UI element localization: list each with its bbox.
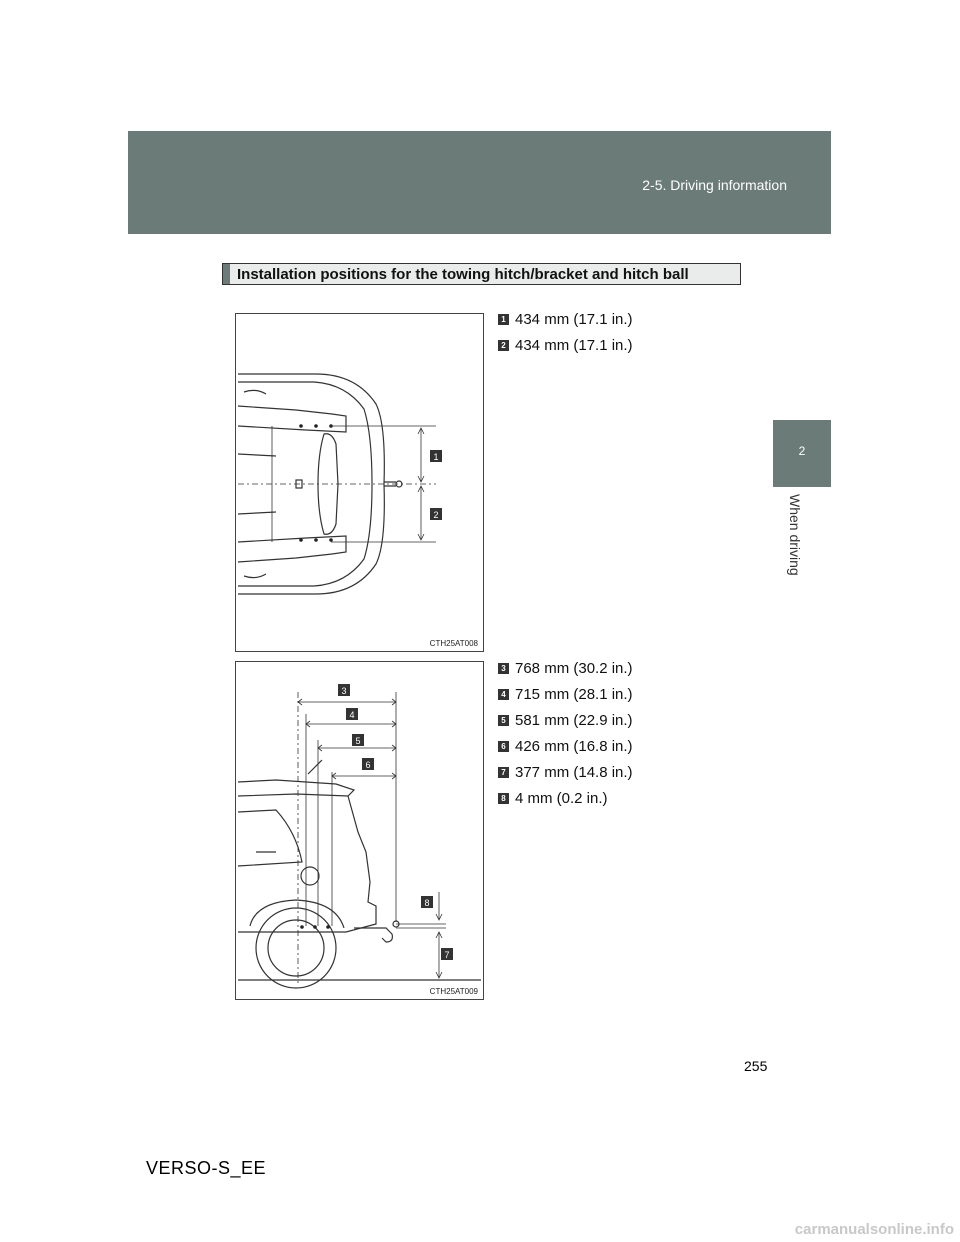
figure2-marker-5 bbox=[352, 734, 364, 746]
item-number-badge: 2 bbox=[498, 340, 509, 351]
list-item bbox=[498, 306, 633, 332]
heading-accent-bar bbox=[223, 264, 230, 284]
svg-text:1: 1 bbox=[433, 452, 439, 462]
item-text: 4 mm (0.2 in.) bbox=[515, 789, 608, 807]
item-text: 581 mm (22.9 in.) bbox=[515, 711, 633, 729]
item-number-badge: 8 bbox=[498, 793, 509, 804]
list-item bbox=[498, 332, 633, 358]
top-view-illustration bbox=[236, 314, 483, 651]
svg-text:3: 3 bbox=[341, 686, 347, 696]
dimension-list-top bbox=[498, 306, 633, 358]
model-code: VERSO-S_EE bbox=[146, 1158, 267, 1178]
chapter-title: When driving bbox=[787, 494, 803, 576]
item-text: 426 mm (16.8 in.) bbox=[515, 737, 633, 755]
list-item bbox=[498, 733, 633, 759]
item-text: 377 mm (14.8 in.) bbox=[515, 763, 633, 781]
side-view-illustration bbox=[236, 662, 483, 999]
figure-side-view bbox=[235, 661, 484, 1000]
figure1-code: CTH25AT008 bbox=[429, 639, 478, 648]
section-title: 2-5. Driving information bbox=[642, 177, 787, 193]
item-number-badge: 7 bbox=[498, 767, 509, 778]
item-text: 715 mm (28.1 in.) bbox=[515, 685, 633, 703]
dimension-list-side bbox=[498, 655, 633, 811]
list-item bbox=[498, 759, 633, 785]
chapter-tab bbox=[773, 420, 831, 487]
figure2-code: CTH25AT009 bbox=[429, 987, 478, 996]
list-item bbox=[498, 681, 633, 707]
figure2-marker-3 bbox=[338, 684, 350, 696]
item-number-badge: 3 bbox=[498, 663, 509, 674]
item-number-badge: 6 bbox=[498, 741, 509, 752]
svg-text:4: 4 bbox=[349, 710, 355, 720]
svg-text:8: 8 bbox=[424, 898, 430, 908]
item-text: 434 mm (17.1 in.) bbox=[515, 310, 633, 328]
item-text: 434 mm (17.1 in.) bbox=[515, 336, 633, 354]
svg-text:6: 6 bbox=[365, 760, 371, 770]
item-text: 768 mm (30.2 in.) bbox=[515, 659, 633, 677]
item-number-badge: 5 bbox=[498, 715, 509, 726]
chapter-number: 2 bbox=[798, 444, 806, 458]
figure2-marker-4 bbox=[346, 708, 358, 720]
watermark: carmanualsonline.info bbox=[794, 1221, 954, 1238]
page-number: 255 bbox=[744, 1058, 768, 1074]
list-item bbox=[498, 785, 633, 811]
figure2-marker-6 bbox=[362, 758, 374, 770]
section-header bbox=[128, 131, 831, 234]
figure1-marker-2 bbox=[430, 508, 442, 520]
figure1-marker-1 bbox=[430, 450, 442, 462]
heading-box bbox=[222, 263, 741, 285]
svg-text:5: 5 bbox=[355, 736, 361, 746]
item-number-badge: 4 bbox=[498, 689, 509, 700]
svg-text:7: 7 bbox=[444, 950, 450, 960]
figure2-marker-7 bbox=[441, 948, 453, 960]
list-item bbox=[498, 655, 633, 681]
figure2-marker-8 bbox=[421, 896, 433, 908]
heading-text: Installation positions for the towing hitch/bracket and hitch ball bbox=[237, 266, 689, 283]
svg-text:2: 2 bbox=[433, 510, 439, 520]
item-number-badge: 1 bbox=[498, 314, 509, 325]
figure-top-view bbox=[235, 313, 484, 652]
list-item bbox=[498, 707, 633, 733]
